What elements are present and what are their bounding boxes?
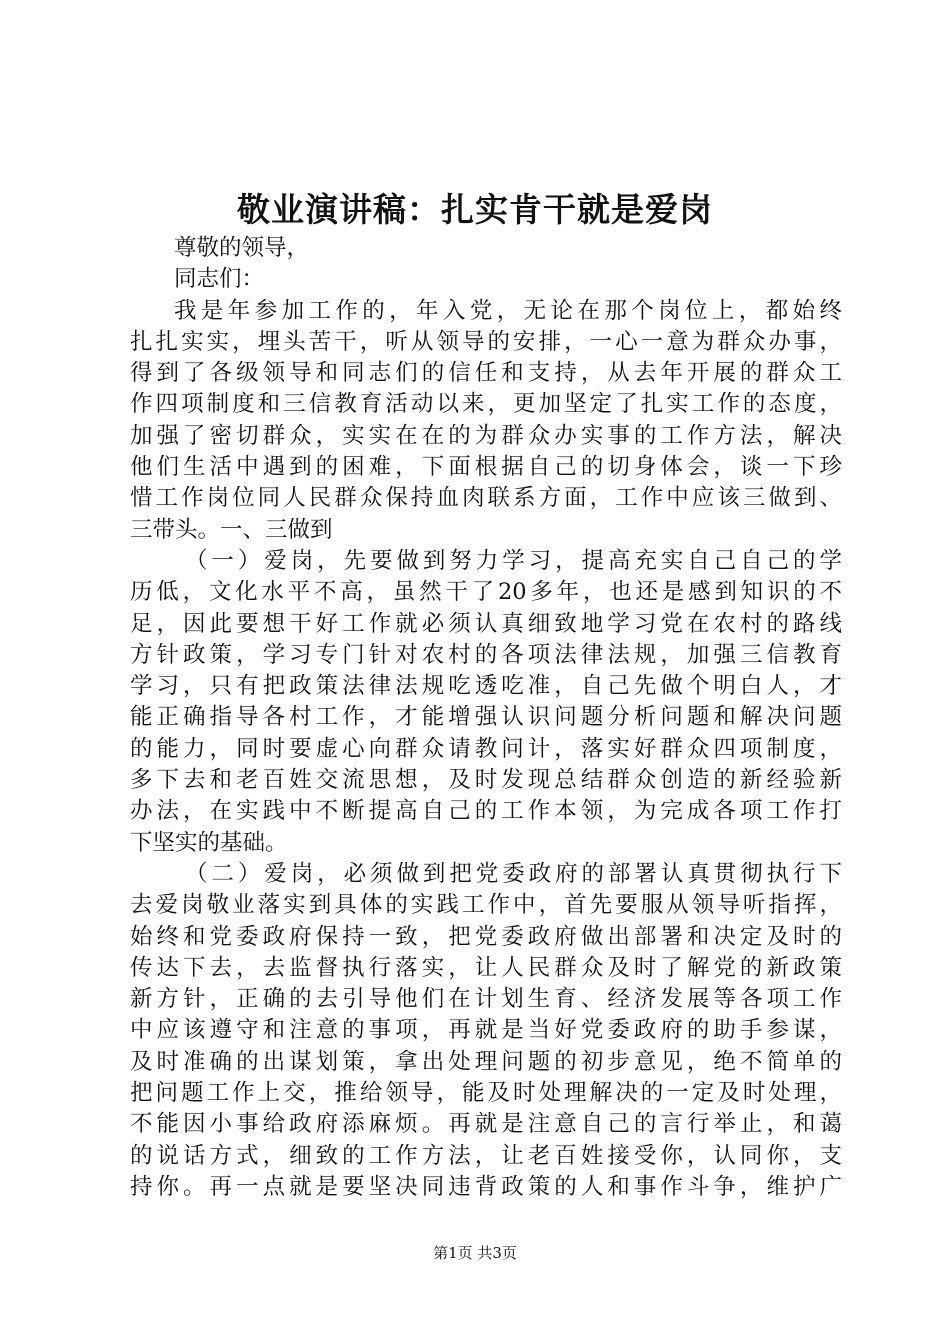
paragraph-line: 新方针，正确的去引导他们在计划生育、经济发展等各项工作 bbox=[130, 986, 842, 1013]
paragraph-line: 历低，文化水平不高，虽然干了20多年，也还是感到知识的不 bbox=[130, 579, 842, 606]
paragraph-line: 惜工作岗位同人民群众保持血肉联系方面，工作中应该三做到、 bbox=[130, 485, 842, 512]
paragraph-line: 下坚实的基础。 bbox=[130, 829, 288, 856]
paragraph-line: 始终和党委政府保持一致，把党委政府做出部署和决定及时的 bbox=[130, 923, 842, 950]
paragraph-line: 多下去和老百姓交流思想，及时发现总结群众创造的新经验新 bbox=[130, 767, 842, 794]
paragraph-line: 我是年参加工作的，年入党，无论在那个岗位上，都始终 bbox=[174, 297, 842, 324]
document-title: 敬业演讲稿：扎实肯干就是爱岗 bbox=[237, 190, 713, 229]
paragraph-line: 扎扎实实，埋头苦干，听从领导的安排，一心一意为群众办事， bbox=[130, 328, 842, 355]
paragraph-line: 不能因小事给政府添麻烦。再就是注意自己的言行举止，和蔼 bbox=[130, 1111, 842, 1138]
paragraph-line: 他们生活中遇到的困难，下面根据自己的切身体会，谈一下珍 bbox=[130, 454, 842, 481]
page-footer bbox=[0, 1243, 950, 1263]
paragraph-line: 能正确指导各村工作，才能增强认识问题分析问题和解决问题 bbox=[130, 704, 842, 731]
document-body bbox=[130, 233, 842, 1203]
paragraph-line: 作四项制度和三信教育活动以来，更加坚定了扎实工作的态度， bbox=[130, 391, 842, 418]
page-indicator: 第1页 共3页 bbox=[433, 1244, 517, 1262]
paragraph-line: 去爱岗敬业落实到具体的实践工作中，首先要服从领导听指挥， bbox=[130, 892, 842, 919]
paragraph-line: 得到了各级领导和同志们的信任和支持，从去年开展的群众工 bbox=[130, 360, 842, 387]
paragraph-line: （二）爱岗，必须做到把党委政府的部署认真贯彻执行下 bbox=[185, 860, 842, 887]
paragraph-line: 办法，在实践中不断提高自己的工作本领，为完成各项工作打 bbox=[130, 798, 842, 825]
salutation-line: 尊敬的领导， bbox=[174, 235, 310, 261]
paragraph-line: 传达下去，去监督执行落实，让人民群众及时了解党的新政策 bbox=[130, 954, 842, 981]
paragraph-line: 方针政策，学习专门针对农村的各项法律法规，加强三信教育 bbox=[130, 641, 842, 668]
salutation-line: 同志们： bbox=[174, 266, 265, 293]
paragraph-line: 的说话方式，细致的工作方法，让老百姓接受你，认同你，支 bbox=[130, 1142, 842, 1169]
paragraph-line: 三带头。一、三做到 bbox=[130, 516, 333, 543]
paragraph-line: 学习，只有把政策法律法规吃透吃准，自己先做个明白人，才 bbox=[130, 673, 842, 700]
paragraph-line: 足，因此要想干好工作就必须认真细致地学习党在农村的路线 bbox=[130, 610, 842, 637]
paragraph-line: 的能力，同时要虚心向群众请教问计，落实好群众四项制度， bbox=[130, 735, 842, 762]
paragraph-line: 加强了密切群众，实实在在的为群众办实事的工作方法，解决 bbox=[130, 422, 842, 449]
paragraph-line: 把问题工作上交，推给领导，能及时处理解决的一定及时处理， bbox=[130, 1080, 842, 1107]
paragraph-line: 及时准确的出谋划策，拿出处理问题的初步意见，绝不简单的 bbox=[130, 1048, 842, 1075]
paragraph-line: 持你。再一点就是要坚决同违背政策的人和事作斗争，维护广 bbox=[130, 1173, 842, 1200]
paragraph-line: （一）爱岗，先要做到努力学习，提高充实自己自己的学 bbox=[185, 547, 842, 574]
paragraph-line: 中应该遵守和注意的事项，再就是当好党委政府的助手参谋， bbox=[130, 1017, 842, 1044]
